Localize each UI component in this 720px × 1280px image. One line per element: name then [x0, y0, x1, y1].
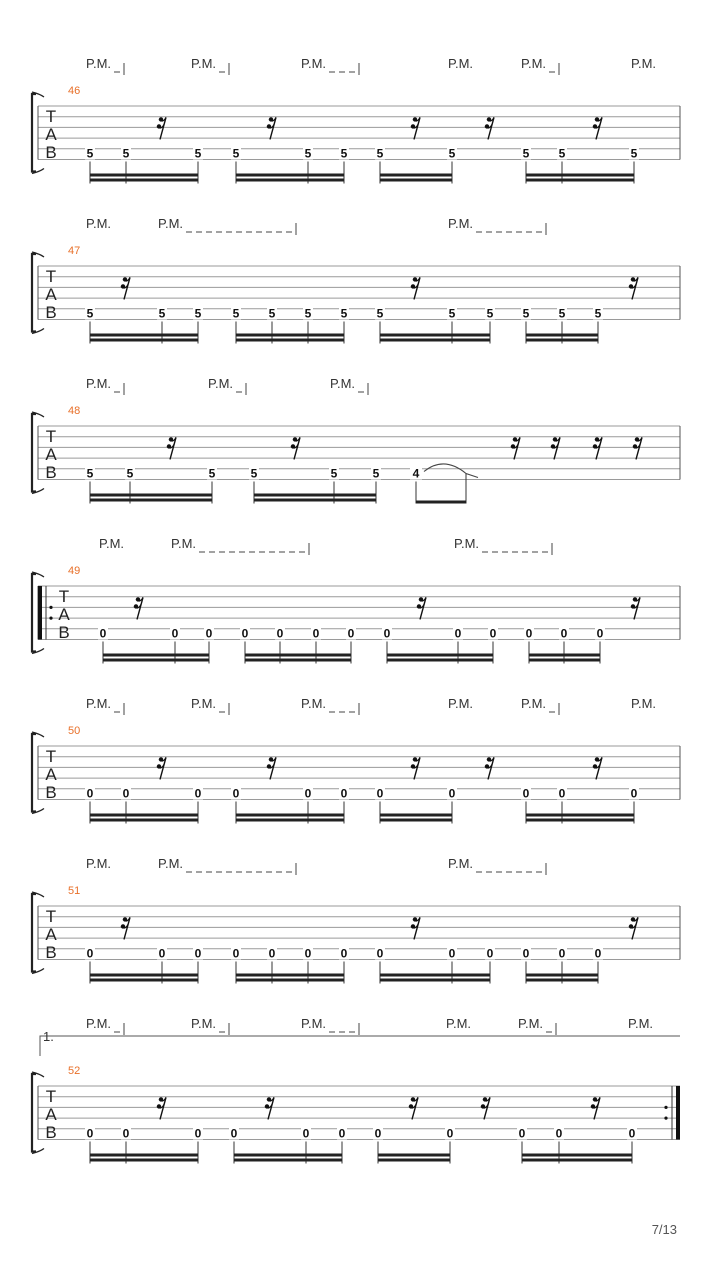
beam — [526, 819, 634, 822]
fret-number: 0 — [630, 786, 638, 801]
palm-mute-label: P.M. — [521, 696, 547, 711]
tab-clef-letter: A — [45, 125, 57, 144]
fret-number: 0 — [340, 786, 348, 801]
fret-number: 0 — [232, 946, 240, 961]
beam — [90, 174, 198, 177]
sixteenth-rest — [485, 757, 494, 779]
beam — [236, 979, 344, 982]
palm-mute-label: P.M. — [158, 856, 184, 871]
system-52 — [32, 1016, 680, 1164]
fret-number: 0 — [312, 626, 320, 641]
palm-mute-label: P.M. — [448, 856, 474, 871]
fret-number: 5 — [158, 306, 166, 321]
beam — [526, 334, 598, 337]
beam — [254, 494, 376, 497]
palm-mute-label: P.M. — [86, 56, 112, 71]
sixteenth-rest — [267, 117, 276, 139]
beam — [380, 979, 490, 982]
beam — [90, 819, 198, 822]
fret-number: 5 — [86, 306, 94, 321]
sixteenth-rest — [417, 597, 426, 619]
fret-number: 5 — [558, 306, 566, 321]
fret-number: 5 — [232, 306, 240, 321]
fret-number: 0 — [99, 626, 107, 641]
sixteenth-rest — [167, 437, 176, 459]
beam — [90, 1159, 198, 1162]
sixteenth-rest — [631, 597, 640, 619]
fret-number: 0 — [122, 1126, 130, 1141]
beam — [236, 339, 344, 342]
fret-number: 0 — [158, 946, 166, 961]
palm-mute-label: P.M. — [191, 1016, 217, 1031]
slur-curve — [424, 464, 478, 478]
page-number: 7/13 — [651, 1222, 677, 1237]
sixteenth-rest — [265, 1097, 274, 1119]
fret-number: 0 — [518, 1126, 526, 1141]
system-bracket — [32, 574, 36, 652]
tab-clef-letter: B — [58, 623, 70, 642]
sixteenth-rest — [134, 597, 143, 619]
palm-mute-label: P.M. — [628, 1016, 654, 1031]
beam — [526, 974, 598, 977]
fret-number: 0 — [304, 786, 312, 801]
fret-number: 0 — [304, 946, 312, 961]
palm-mute-label: P.M. — [86, 1016, 112, 1031]
fret-number: 0 — [448, 786, 456, 801]
fret-number: 0 — [486, 946, 494, 961]
beam — [378, 1154, 450, 1157]
fret-number: 0 — [232, 786, 240, 801]
palm-mute-label: P.M. — [518, 1016, 544, 1031]
palm-mute-label: P.M. — [99, 536, 125, 551]
tab-clef-letter: A — [45, 445, 57, 464]
tab-clef-letter: B — [45, 303, 57, 322]
sixteenth-rest — [121, 277, 130, 299]
beam — [90, 334, 198, 337]
beam — [245, 659, 351, 662]
beam — [380, 339, 490, 342]
fret-number: 0 — [628, 1126, 636, 1141]
fret-number: 5 — [340, 146, 348, 161]
fret-number: 5 — [558, 146, 566, 161]
sixteenth-rest — [411, 117, 420, 139]
sixteenth-rest — [551, 437, 560, 459]
tab-clef-letter: A — [58, 605, 70, 624]
fret-number: 5 — [86, 146, 94, 161]
beam — [234, 1159, 342, 1162]
fret-number: 5 — [376, 306, 384, 321]
fret-number: 4 — [412, 466, 420, 481]
volta-bracket — [40, 1036, 680, 1056]
beam — [90, 814, 198, 817]
beam — [90, 339, 198, 342]
measure-number: 48 — [68, 405, 81, 417]
tab-clef-letter: T — [45, 1087, 57, 1106]
beam — [234, 1154, 342, 1157]
palm-mute-label: P.M. — [86, 216, 112, 231]
tab-clef-letter: T — [45, 267, 57, 286]
tab-clef-letter: B — [45, 783, 57, 802]
palm-mute-label: P.M. — [448, 56, 474, 71]
beam — [526, 179, 634, 182]
fret-number: 0 — [558, 946, 566, 961]
fret-number: 0 — [383, 626, 391, 641]
volta-label: 1. — [43, 1029, 54, 1044]
fret-number: 5 — [194, 146, 202, 161]
palm-mute-label: P.M. — [191, 56, 217, 71]
beam — [416, 501, 466, 504]
repeat-dot — [664, 1106, 667, 1109]
fret-number: 5 — [522, 146, 530, 161]
fret-number: 0 — [454, 626, 462, 641]
sixteenth-rest — [411, 277, 420, 299]
sixteenth-rest — [481, 1097, 490, 1119]
fret-number: 5 — [126, 466, 134, 481]
beam — [90, 974, 198, 977]
sixteenth-rest — [633, 437, 642, 459]
system-51 — [32, 856, 680, 984]
beam — [380, 174, 452, 177]
fret-number: 0 — [376, 946, 384, 961]
beam — [378, 1159, 450, 1162]
fret-number: 0 — [594, 946, 602, 961]
system-bracket — [32, 94, 36, 172]
tab-clef-letter: B — [45, 463, 57, 482]
beam — [380, 179, 452, 182]
beam — [236, 174, 344, 177]
fret-number: 0 — [230, 1126, 238, 1141]
tab-clef-letter: B — [45, 143, 57, 162]
sixteenth-rest — [121, 917, 130, 939]
fret-number: 5 — [250, 466, 258, 481]
beam — [526, 339, 598, 342]
fret-number: 5 — [372, 466, 380, 481]
palm-mute-label: P.M. — [301, 56, 327, 71]
fret-number: 0 — [448, 946, 456, 961]
beam — [245, 654, 351, 657]
beam — [380, 334, 490, 337]
beam — [380, 974, 490, 977]
repeat-start-thick — [38, 586, 42, 640]
fret-number: 0 — [276, 626, 284, 641]
measure-number: 50 — [68, 725, 81, 737]
palm-mute-label: P.M. — [208, 376, 234, 391]
sixteenth-rest — [157, 117, 166, 139]
beam — [103, 659, 209, 662]
tab-clef-letter: T — [45, 747, 57, 766]
palm-mute-label: P.M. — [86, 696, 112, 711]
palm-mute-label: P.M. — [86, 856, 112, 871]
tab-clef-letter: A — [45, 925, 57, 944]
beam — [522, 1154, 632, 1157]
fret-number: 5 — [304, 306, 312, 321]
palm-mute-label: P.M. — [448, 216, 474, 231]
measure-number: 51 — [68, 885, 81, 897]
tab-clef-letter: A — [45, 765, 57, 784]
fret-number: 5 — [208, 466, 216, 481]
fret-number: 0 — [555, 1126, 563, 1141]
sixteenth-rest — [629, 917, 638, 939]
beam — [526, 814, 634, 817]
fret-number: 5 — [340, 306, 348, 321]
fret-number: 0 — [522, 946, 530, 961]
fret-number: 5 — [330, 466, 338, 481]
tab-clef-letter: A — [45, 1105, 57, 1124]
beam — [90, 979, 198, 982]
fret-number: 0 — [347, 626, 355, 641]
beam — [380, 819, 452, 822]
sixteenth-rest — [291, 437, 300, 459]
sixteenth-rest — [157, 1097, 166, 1119]
measure-number: 47 — [68, 245, 81, 257]
fret-number: 0 — [122, 786, 130, 801]
palm-mute-label: P.M. — [171, 536, 197, 551]
palm-mute-label: P.M. — [631, 56, 657, 71]
system-bracket — [32, 734, 36, 812]
fret-number: 0 — [205, 626, 213, 641]
fret-number: 0 — [525, 626, 533, 641]
fret-number: 5 — [448, 146, 456, 161]
fret-number: 0 — [268, 946, 276, 961]
tab-clef-letter: B — [45, 1123, 57, 1142]
system-bracket — [32, 894, 36, 972]
system-49 — [32, 536, 680, 664]
fret-number: 0 — [86, 786, 94, 801]
sixteenth-rest — [411, 917, 420, 939]
beam — [254, 499, 376, 502]
palm-mute-label: P.M. — [330, 376, 356, 391]
fret-number: 5 — [448, 306, 456, 321]
beam — [380, 814, 452, 817]
sixteenth-rest — [629, 277, 638, 299]
fret-number: 0 — [522, 786, 530, 801]
beam — [529, 659, 600, 662]
beam — [90, 499, 212, 502]
palm-mute-label: P.M. — [301, 1016, 327, 1031]
tab-clef-letter: T — [45, 107, 57, 126]
fret-number: 5 — [522, 306, 530, 321]
repeat-dot — [664, 1117, 667, 1120]
beam — [90, 1154, 198, 1157]
palm-mute-label: P.M. — [158, 216, 184, 231]
repeat-dot — [49, 617, 52, 620]
fret-number: 5 — [630, 146, 638, 161]
fret-number: 0 — [374, 1126, 382, 1141]
sixteenth-rest — [409, 1097, 418, 1119]
fret-number: 5 — [232, 146, 240, 161]
beam — [526, 979, 598, 982]
fret-number: 0 — [194, 1126, 202, 1141]
palm-mute-label: P.M. — [454, 536, 480, 551]
palm-mute-label: P.M. — [191, 696, 217, 711]
beam — [236, 814, 344, 817]
fret-number: 0 — [489, 626, 497, 641]
palm-mute-label: P.M. — [446, 1016, 472, 1031]
fret-number: 0 — [86, 946, 94, 961]
tab-clef-letter: T — [45, 907, 57, 926]
tab-clef-letter: T — [45, 427, 57, 446]
palm-mute-label: P.M. — [521, 56, 547, 71]
fret-number: 5 — [486, 306, 494, 321]
fret-number: 0 — [560, 626, 568, 641]
sixteenth-rest — [593, 757, 602, 779]
beam — [387, 659, 493, 662]
fret-number: 5 — [304, 146, 312, 161]
fret-number: 5 — [194, 306, 202, 321]
fret-number: 0 — [340, 946, 348, 961]
fret-number: 0 — [86, 1126, 94, 1141]
system-bracket — [32, 1074, 36, 1152]
system-48 — [32, 376, 680, 504]
fret-number: 5 — [122, 146, 130, 161]
measure-number: 49 — [68, 565, 81, 577]
beam — [90, 494, 212, 497]
tab-clef-letter: T — [58, 587, 70, 606]
beam — [387, 654, 493, 657]
beam — [103, 654, 209, 657]
system-47 — [32, 216, 680, 344]
measure-number: 52 — [68, 1065, 81, 1077]
tab-clef-letter: A — [45, 285, 57, 304]
beam — [236, 334, 344, 337]
sixteenth-rest — [411, 757, 420, 779]
fret-number: 5 — [86, 466, 94, 481]
beam — [522, 1159, 632, 1162]
fret-number: 5 — [594, 306, 602, 321]
system-46 — [32, 56, 680, 184]
sixteenth-rest — [591, 1097, 600, 1119]
beam — [526, 174, 634, 177]
sixteenth-rest — [511, 437, 520, 459]
sixteenth-rest — [485, 117, 494, 139]
beam — [236, 974, 344, 977]
fret-number: 0 — [194, 786, 202, 801]
fret-number: 0 — [446, 1126, 454, 1141]
system-bracket — [32, 254, 36, 332]
fret-number: 0 — [376, 786, 384, 801]
sixteenth-rest — [267, 757, 276, 779]
fret-number: 0 — [558, 786, 566, 801]
beam — [90, 179, 198, 182]
sixteenth-rest — [157, 757, 166, 779]
repeat-end-thick — [676, 1086, 680, 1140]
fret-number: 5 — [376, 146, 384, 161]
fret-number: 0 — [194, 946, 202, 961]
fret-number: 5 — [268, 306, 276, 321]
beam — [236, 179, 344, 182]
palm-mute-label: P.M. — [86, 376, 112, 391]
palm-mute-label: P.M. — [448, 696, 474, 711]
fret-number: 0 — [241, 626, 249, 641]
tab-clef-letter: B — [45, 943, 57, 962]
beam — [529, 654, 600, 657]
palm-mute-label: P.M. — [301, 696, 327, 711]
repeat-dot — [49, 606, 52, 609]
beam — [236, 819, 344, 822]
fret-number: 0 — [338, 1126, 346, 1141]
measure-number: 46 — [68, 85, 81, 97]
sixteenth-rest — [593, 437, 602, 459]
sixteenth-rest — [593, 117, 602, 139]
fret-number: 0 — [596, 626, 604, 641]
system-50 — [32, 696, 680, 824]
system-bracket — [32, 414, 36, 492]
palm-mute-label: P.M. — [631, 696, 657, 711]
fret-number: 0 — [302, 1126, 310, 1141]
fret-number: 0 — [171, 626, 179, 641]
